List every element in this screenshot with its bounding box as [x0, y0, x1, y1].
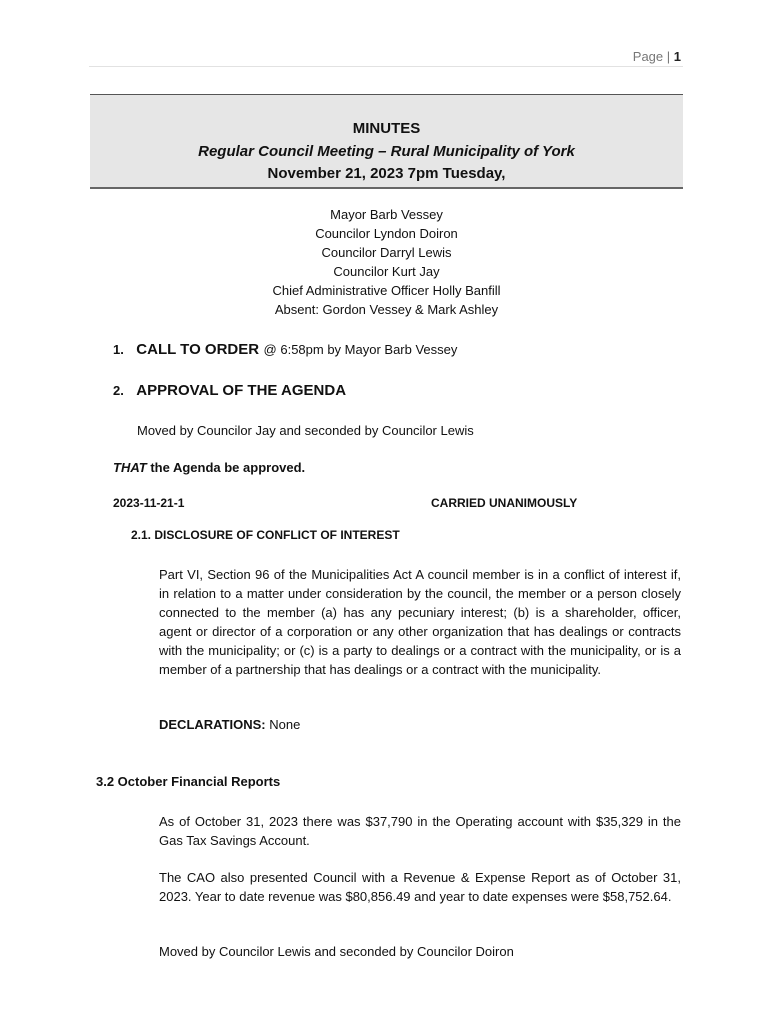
attendee-cao: Chief Administrative Officer Holly Banfill: [272, 283, 501, 298]
financial-paragraph-1: As of October 31, 2023 there was $37,790 in the Operating account with $35,329 in the Gas Tax Savings Account.: [159, 814, 681, 848]
financial-moved-by: Moved by Councilor Lewis and seconded by Councilor Doiron: [159, 944, 514, 959]
section-financial-reports-title: 3.2 October Financial Reports: [96, 774, 281, 789]
agenda-moved-by: Moved by Councilor Jay and seconded by Councilor Lewis: [137, 423, 474, 438]
section-approval-agenda: [113, 382, 346, 400]
declarations-label: DECLARATIONS:: [159, 717, 266, 732]
agenda-motion-text: [113, 460, 305, 475]
section-call-to-order: [113, 341, 457, 359]
section-number: 2.: [113, 383, 124, 398]
financial-paragraph-2: The CAO also presented Council with a Revenue & Expense Report as of October 31, 2023. Year to date revenue was $80,856.49 and year to date expenses were $58,752.64.: [159, 870, 681, 904]
motion-rest: the Agenda be approved.: [150, 460, 306, 475]
meeting-subtitle: Regular Council Meeting – Rural Municipality of York: [198, 143, 575, 160]
motion-result: CARRIED UNANIMOUSLY: [431, 496, 578, 510]
header-rule: [89, 66, 683, 67]
section-detail: @ 6:58pm by Mayor Barb Vessey: [263, 342, 458, 357]
attendees-absent: Absent: Gordon Vessey & Mark Ashley: [274, 302, 499, 317]
document-title: MINUTES: [352, 120, 421, 137]
section-disclosure-title: 2.1. DISCLOSURE OF CONFLICT OF INTEREST: [131, 528, 400, 542]
declarations: [159, 717, 300, 732]
attendee-councilor-lewis: Councilor Darryl Lewis: [321, 245, 452, 260]
declarations-value: None: [269, 717, 301, 732]
page-separator: |: [663, 49, 674, 64]
section-title: CALL TO ORDER: [136, 341, 260, 358]
meeting-date: November 21, 2023 7pm Tuesday,: [267, 165, 506, 182]
attendee-councilor-jay: Councilor Kurt Jay: [333, 264, 440, 279]
page-number-value: 1: [673, 49, 681, 64]
section-number: 1.: [113, 342, 124, 357]
disclosure-paragraph: Part VI, Section 96 of the Municipalities Act A council member is in a conflict of interest if, in relation to a matter under consideration by the council, the member or a person closely connected to the member (a) has any pecuniary interest; (b) is a shareholder, officer, agent or director of a corporation or any other organization that has dealings or contracts with the municipality; or (c) is a party to dealings or a contract with the municipality, or is a member of a partnership that has dealings or a contract with the municipality.: [159, 567, 681, 677]
page-label: Page: [632, 49, 664, 64]
section-title: APPROVAL OF THE AGENDA: [136, 382, 347, 399]
attendee-mayor: Mayor Barb Vessey: [330, 207, 443, 222]
page-number: [633, 49, 681, 64]
motion-id: 2023-11-21-1: [113, 496, 185, 510]
that-word: THAT: [113, 460, 147, 475]
attendee-councilor-doiron: Councilor Lyndon Doiron: [315, 226, 458, 241]
